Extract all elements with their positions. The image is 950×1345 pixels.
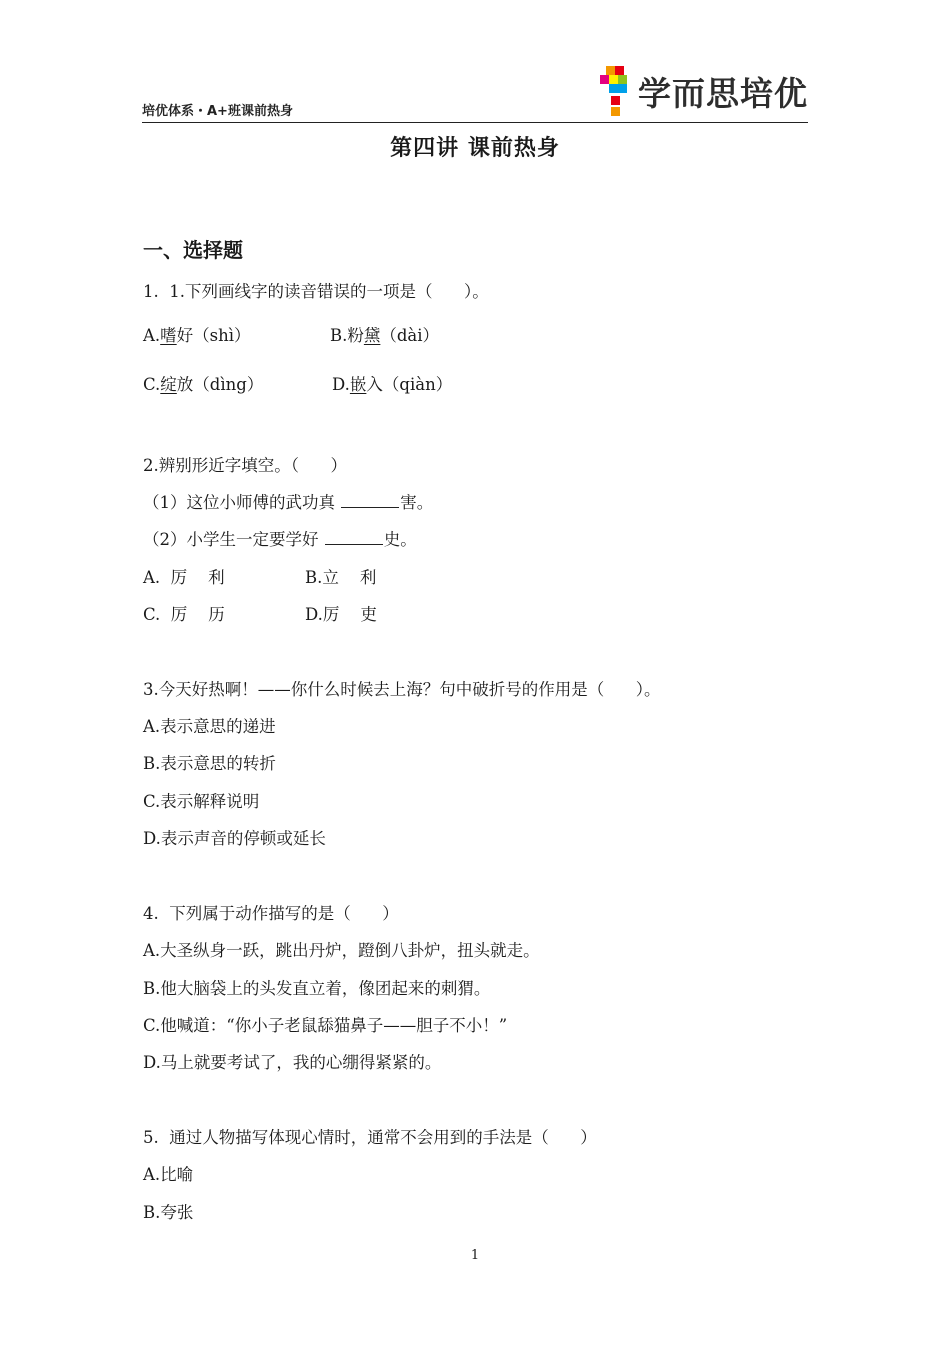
question-4-stem: 4. 下列属于动作描写的是（ ） [143, 904, 399, 923]
question-1-option-c: C.绽放（dìng） [143, 375, 264, 394]
question-3-option-b: B.表示意思的转折 [143, 754, 276, 773]
answer-blank[interactable] [341, 493, 399, 508]
question-4-option-b: B.他大脑袋上的头发直立着，像团起来的刺猬。 [143, 979, 491, 998]
question-1-stem: 1. 1.下列画线字的读音错误的一项是（ ）。 [143, 282, 489, 301]
question-1-option-a: A.嗜好（shì） [143, 326, 251, 345]
page-title: 第四讲 课前热身 [390, 136, 560, 161]
question-5-stem: 5. 通过人物描写体现心情时，通常不会用到的手法是（ ） [143, 1128, 597, 1147]
question-4-option-a: A.大圣纵身一跃，跳出丹炉，蹬倒八卦炉，扭头就走。 [143, 941, 540, 960]
question-2-option-a: A. 厉 利 [143, 568, 225, 587]
question-4-option-c: C.他喊道：“你小子老鼠舔猫鼻子——胆子不小！” [143, 1016, 508, 1035]
question-2-stem: 2.辨别形近字填空。（ ） [143, 456, 347, 475]
question-3-stem: 3.今天好热啊！——你什么时候去上海？句中破折号的作用是（ ）。 [143, 680, 661, 699]
question-2-option-b: B.立 利 [305, 568, 377, 587]
question-5-option-a: A.比喻 [143, 1165, 194, 1184]
page-number: 1 [470, 1248, 480, 1263]
question-5-option-b: B.夸张 [143, 1203, 194, 1222]
question-3-option-c: C.表示解释说明 [143, 792, 260, 811]
question-1-option-d: D.嵌入（qiàn） [332, 375, 453, 394]
question-2-sentence-1: （1）这位小师傅的武功真 害。 [143, 493, 434, 512]
question-2-option-d: D.厉 吏 [305, 605, 377, 624]
question-1-option-b: B.粉黛（dài） [330, 326, 440, 345]
question-2-option-c: C. 厉 历 [143, 605, 225, 624]
logo-text: 学而思培优 [638, 73, 808, 113]
question-3-option-d: D.表示声音的停顿或延长 [143, 829, 326, 848]
logo-mark-icon [600, 66, 636, 116]
brand-logo [600, 66, 808, 116]
series-label: 培优体系・A+班课前热身 [142, 104, 293, 119]
question-4-option-d: D.马上就要考试了，我的心绷得紧紧的。 [143, 1053, 442, 1072]
page-header [142, 60, 808, 123]
question-3-option-a: A.表示意思的递进 [143, 717, 276, 736]
question-2-sentence-2: （2）小学生一定要学好 史。 [143, 530, 417, 549]
answer-blank[interactable] [325, 530, 383, 545]
section-title: 一、选择题 [143, 238, 243, 262]
